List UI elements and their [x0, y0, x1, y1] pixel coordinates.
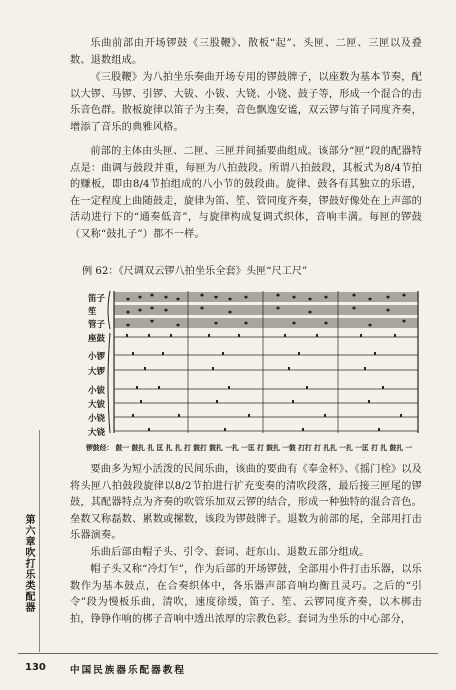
paragraph-5: 乐曲后部由帽子头、引令、套词、赶东山、退数五部分组成。 — [90, 547, 370, 558]
instrument-label: 大锣 — [88, 367, 106, 377]
instrument-label: 小钹 — [88, 386, 106, 396]
page-number: 130 — [25, 662, 46, 673]
paragraph-4: 要曲多为短小活泼的民间乐曲，该曲的要曲有《奉金杯》、《摇门栓》以及将头匣八拍鼓段旋律以8/2节拍进行扩充变奏的清吹段落，最后接三匣尾的锣鼓，其配器特点为齐奏的吹管乐加双云锣的结合，形成一种独特的混合音色。垒数又称磊数、累数或摞数，该段为锣鼓牌子。退数为前部的尾，全部用打击乐器演奏。 — [70, 464, 422, 541]
example-caption: 例 62：《尺调双云锣八拍坐乐全套》头匣“尺工尺” — [82, 266, 308, 277]
footer-rule — [18, 653, 438, 654]
instrument-label: 小锣 — [88, 352, 106, 362]
instrument-label: 座鼓 — [88, 334, 106, 344]
music-score-image — [88, 285, 440, 439]
instrument-label: 大钹 — [88, 400, 106, 410]
paragraph-2: 《三股鞭》为八拍坐乐奏曲开场专用的锣鼓牌子，以座数为基本节奏，配以大锣、马锣、引锣、大钹、小钹、大铙、小铙、鼓子等，形成一个混合的击乐音色群。散板旋律以笛子为主奏，音色飘逸安谧，双云锣与笛子同度齐奏，增添了音乐的典雅风格。 — [70, 72, 422, 133]
instrument-label: 大铙 — [88, 428, 106, 438]
instrument-label: 笙 — [88, 307, 97, 317]
chapter-sidebar: 第六章 吹打乐类配器 — [25, 515, 37, 614]
book-title: 中国民族器乐配器教程 — [70, 665, 186, 676]
paragraph-1: 乐曲前部由开场锣鼓《三股鞭》、散板“起”、头匣、二匣、三匣以及叠数、退数组成。 — [70, 38, 422, 66]
paragraph-3: 前部的主体由头匣、二匣、三匣并间插要曲组成。该部分“匣”段的配器特点是：曲调与鼓段并重，每匣为八拍鼓段。所谓八拍鼓段，其板式为8/4节拍的赚板，即由8/4节拍组成的八小节的鼓段曲。旋律、鼓各有其独立的乐谱，在一定程度上曲随鼓走，旋律为笛、笙、管同度齐奏，锣鼓好像处在上声部的活动进行下的“通奏低音”，与旋律构成复调式织体，音响丰满。每匣的锣鼓（又称“鼓扎子”）都不一样。 — [70, 146, 422, 240]
paragraph-6: 帽子头又称“冷灯乍”，作为后部的开场锣鼓，全部用小件打击乐器，以乐数作为基本鼓点，在合奏织体中，各乐器声部音响均衡且灵巧。之后的“引令”段为慢板乐曲，清吹，速度徐缓，笛子、笙、云锣同度齐奏，以木梆击拍，铮铮作响的梆子音响中透出浓厚的宗教色彩。套词为坐乐的中心部分， — [70, 564, 422, 625]
instrument-label: 笛子 — [88, 294, 106, 304]
gongdrum-notation-line: 锣鼓经： 鼓一 鼓扎 扎 匡 扎 扎 打 鼓打 鼓扎 一扎 一匡 打 鼓扎 一鼓 打打 打 扎扎 一扎 一匡 打 扎 鼓扎 一 — [86, 444, 413, 452]
instrument-label: 管子 — [88, 320, 106, 330]
instrument-label: 小铙 — [88, 414, 106, 424]
